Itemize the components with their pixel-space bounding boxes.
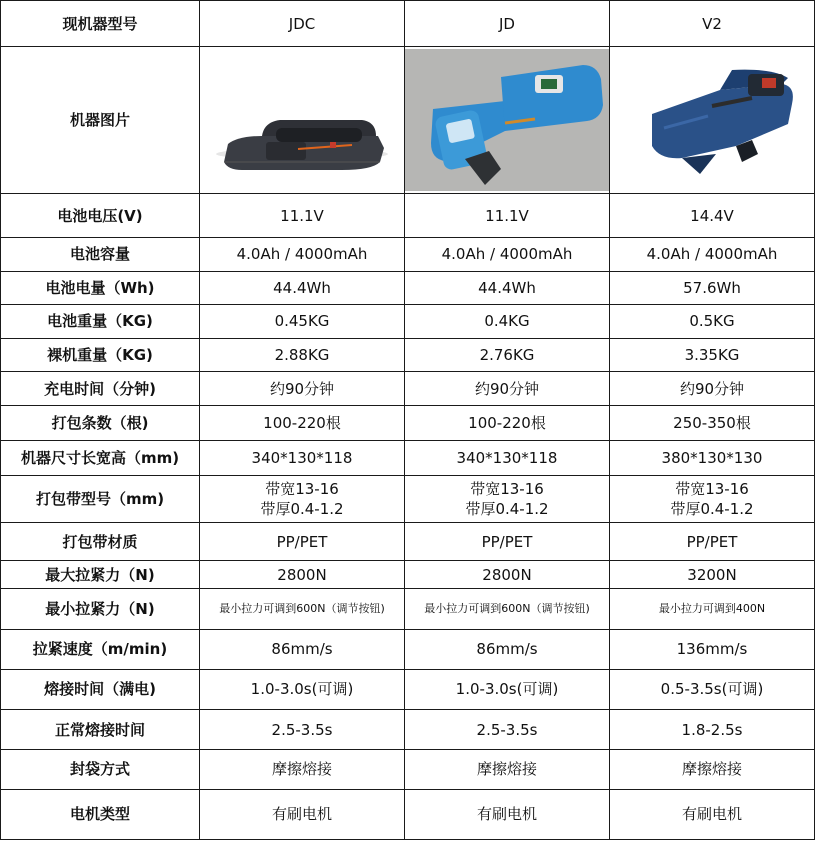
machine-jdc-image bbox=[202, 50, 402, 190]
photo-row bbox=[1, 47, 815, 194]
spec-value-motor-type-v2: 有刷电机 bbox=[610, 789, 815, 839]
spec-row-min-tension bbox=[1, 589, 815, 629]
spec-label-max-tension: 最大拉紧力（N) bbox=[1, 561, 200, 589]
spec-value-strap-spec-jd bbox=[405, 475, 610, 522]
spec-value-line: 带厚0.4-1.2 bbox=[260, 499, 344, 518]
spec-row-machine-weight bbox=[1, 338, 815, 371]
machine-photo-jd bbox=[405, 47, 610, 194]
spec-label-battery-voltage: 电池电压(V) bbox=[1, 194, 200, 238]
spec-row-motor-type bbox=[1, 789, 815, 839]
spec-row-strap-count bbox=[1, 406, 815, 440]
spec-value-normal-weld-time-jdc: 2.5-3.5s bbox=[200, 710, 405, 750]
spec-value-strap-count-v2: 250-350根 bbox=[610, 406, 815, 440]
spec-value-tension-speed-jd: 86mm/s bbox=[405, 629, 610, 669]
spec-value-battery-voltage-jdc: 11.1V bbox=[200, 194, 405, 238]
spec-label-battery-capacity: 电池容量 bbox=[1, 238, 200, 271]
spec-label-min-tension: 最小拉紧力（N) bbox=[1, 589, 200, 629]
spec-value-line: 带宽13-16 bbox=[265, 479, 339, 498]
spec-label-strap-material: 打包带材质 bbox=[1, 523, 200, 561]
spec-value-strap-count-jdc: 100-220根 bbox=[200, 406, 405, 440]
spec-value-motor-type-jd: 有刷电机 bbox=[405, 789, 610, 839]
spec-value-line: 带厚0.4-1.2 bbox=[465, 499, 549, 518]
model-name-jdc: JDC bbox=[200, 1, 405, 47]
spec-value-strap-material-jdc: PP/PET bbox=[200, 523, 405, 561]
spec-value-normal-weld-time-v2: 1.8-2.5s bbox=[610, 710, 815, 750]
spec-label-charge-time: 充电时间（分钟) bbox=[1, 372, 200, 406]
spec-value-weld-time-full-v2: 0.5-3.5s(可调) bbox=[610, 669, 815, 709]
spec-row-machine-size bbox=[1, 440, 815, 475]
spec-label-sealing-method: 封袋方式 bbox=[1, 750, 200, 789]
spec-value-strap-material-v2: PP/PET bbox=[610, 523, 815, 561]
spec-value-weld-time-full-jd: 1.0-3.0s(可调) bbox=[405, 669, 610, 709]
machine-photo-jdc bbox=[200, 47, 405, 194]
spec-value-strap-spec-v2 bbox=[610, 475, 815, 522]
spec-value-min-tension-jd: 最小拉力可调到600N（调节按钮) bbox=[405, 589, 610, 629]
spec-row-strap-spec bbox=[1, 475, 815, 522]
spec-value-max-tension-v2: 3200N bbox=[610, 561, 815, 589]
spec-rows bbox=[1, 194, 815, 840]
spec-value-battery-voltage-jd: 11.1V bbox=[405, 194, 610, 238]
spec-value-strap-count-jd: 100-220根 bbox=[405, 406, 610, 440]
spec-value-charge-time-jdc: 约90分钟 bbox=[200, 372, 405, 406]
spec-value-line: 带厚0.4-1.2 bbox=[670, 499, 754, 518]
spec-value-battery-energy-jd: 44.4Wh bbox=[405, 271, 610, 304]
spec-value-max-tension-jd: 2800N bbox=[405, 561, 610, 589]
spec-value-machine-size-jd: 340*130*118 bbox=[405, 440, 610, 475]
spec-value-weld-time-full-jdc: 1.0-3.0s(可调) bbox=[200, 669, 405, 709]
spec-row-tension-speed bbox=[1, 629, 815, 669]
spec-label-battery-weight: 电池重量（KG) bbox=[1, 304, 200, 338]
spec-label-tension-speed: 拉紧速度（m/min) bbox=[1, 629, 200, 669]
spec-value-battery-voltage-v2: 14.4V bbox=[610, 194, 815, 238]
spec-label-normal-weld-time: 正常熔接时间 bbox=[1, 710, 200, 750]
spec-label-battery-energy: 电池电量（Wh) bbox=[1, 271, 200, 304]
spec-row-battery-weight bbox=[1, 304, 815, 338]
spec-value-battery-energy-jdc: 44.4Wh bbox=[200, 271, 405, 304]
machine-jd-image bbox=[405, 49, 609, 191]
spec-value-battery-capacity-jdc: 4.0Ah / 4000mAh bbox=[200, 238, 405, 271]
spec-value-min-tension-v2: 最小拉力可调到400N bbox=[610, 589, 815, 629]
spec-value-machine-weight-jd: 2.76KG bbox=[405, 338, 610, 371]
spec-row-strap-material bbox=[1, 523, 815, 561]
spec-value-min-tension-jdc: 最小拉力可调到600N（调节按钮) bbox=[200, 589, 405, 629]
spec-value-machine-size-v2: 380*130*130 bbox=[610, 440, 815, 475]
spec-label-strap-spec: 打包带型号（mm) bbox=[1, 475, 200, 522]
spec-value-line: 带宽13-16 bbox=[470, 479, 544, 498]
spec-row-normal-weld-time bbox=[1, 710, 815, 750]
spec-value-tension-speed-v2: 136mm/s bbox=[610, 629, 815, 669]
spec-label-machine-weight: 裸机重量（KG) bbox=[1, 338, 200, 371]
spec-row-weld-time-full bbox=[1, 669, 815, 709]
spec-label-weld-time-full: 熔接时间（满电) bbox=[1, 669, 200, 709]
spec-value-battery-energy-v2: 57.6Wh bbox=[610, 271, 815, 304]
spec-row-battery-energy bbox=[1, 271, 815, 304]
spec-label-motor-type: 电机类型 bbox=[1, 789, 200, 839]
spec-value-battery-weight-jdc: 0.45KG bbox=[200, 304, 405, 338]
spec-value-strap-spec-jdc bbox=[200, 475, 405, 522]
spec-value-battery-capacity-v2: 4.0Ah / 4000mAh bbox=[610, 238, 815, 271]
machine-v2-image bbox=[612, 50, 812, 190]
model-name-v2: V2 bbox=[610, 1, 815, 47]
model-name-jd: JD bbox=[405, 1, 610, 47]
spec-value-charge-time-v2: 约90分钟 bbox=[610, 372, 815, 406]
spec-value-max-tension-jdc: 2800N bbox=[200, 561, 405, 589]
spec-value-machine-size-jdc: 340*130*118 bbox=[200, 440, 405, 475]
machine-photo-v2 bbox=[610, 47, 815, 194]
header-label: 现机器型号 bbox=[1, 1, 200, 47]
spec-row-sealing-method bbox=[1, 750, 815, 789]
header-row bbox=[1, 1, 815, 47]
spec-row-battery-capacity bbox=[1, 238, 815, 271]
spec-value-machine-weight-jdc: 2.88KG bbox=[200, 338, 405, 371]
spec-value-normal-weld-time-jd: 2.5-3.5s bbox=[405, 710, 610, 750]
photo-row-label: 机器图片 bbox=[1, 47, 200, 194]
spec-value-motor-type-jdc: 有刷电机 bbox=[200, 789, 405, 839]
spec-row-battery-voltage bbox=[1, 194, 815, 238]
spec-label-machine-size: 机器尺寸长宽高（mm) bbox=[1, 440, 200, 475]
spec-value-charge-time-jd: 约90分钟 bbox=[405, 372, 610, 406]
spec-value-battery-weight-v2: 0.5KG bbox=[610, 304, 815, 338]
spec-value-machine-weight-v2: 3.35KG bbox=[610, 338, 815, 371]
spec-value-sealing-method-jdc: 摩擦熔接 bbox=[200, 750, 405, 789]
spec-value-line: 带宽13-16 bbox=[675, 479, 749, 498]
spec-value-sealing-method-jd: 摩擦熔接 bbox=[405, 750, 610, 789]
spec-row-charge-time bbox=[1, 372, 815, 406]
spec-value-strap-material-jd: PP/PET bbox=[405, 523, 610, 561]
spec-value-tension-speed-jdc: 86mm/s bbox=[200, 629, 405, 669]
spec-row-max-tension bbox=[1, 561, 815, 589]
spec-value-battery-weight-jd: 0.4KG bbox=[405, 304, 610, 338]
spec-value-battery-capacity-jd: 4.0Ah / 4000mAh bbox=[405, 238, 610, 271]
spec-value-sealing-method-v2: 摩擦熔接 bbox=[610, 750, 815, 789]
spec-label-strap-count: 打包条数（根) bbox=[1, 406, 200, 440]
